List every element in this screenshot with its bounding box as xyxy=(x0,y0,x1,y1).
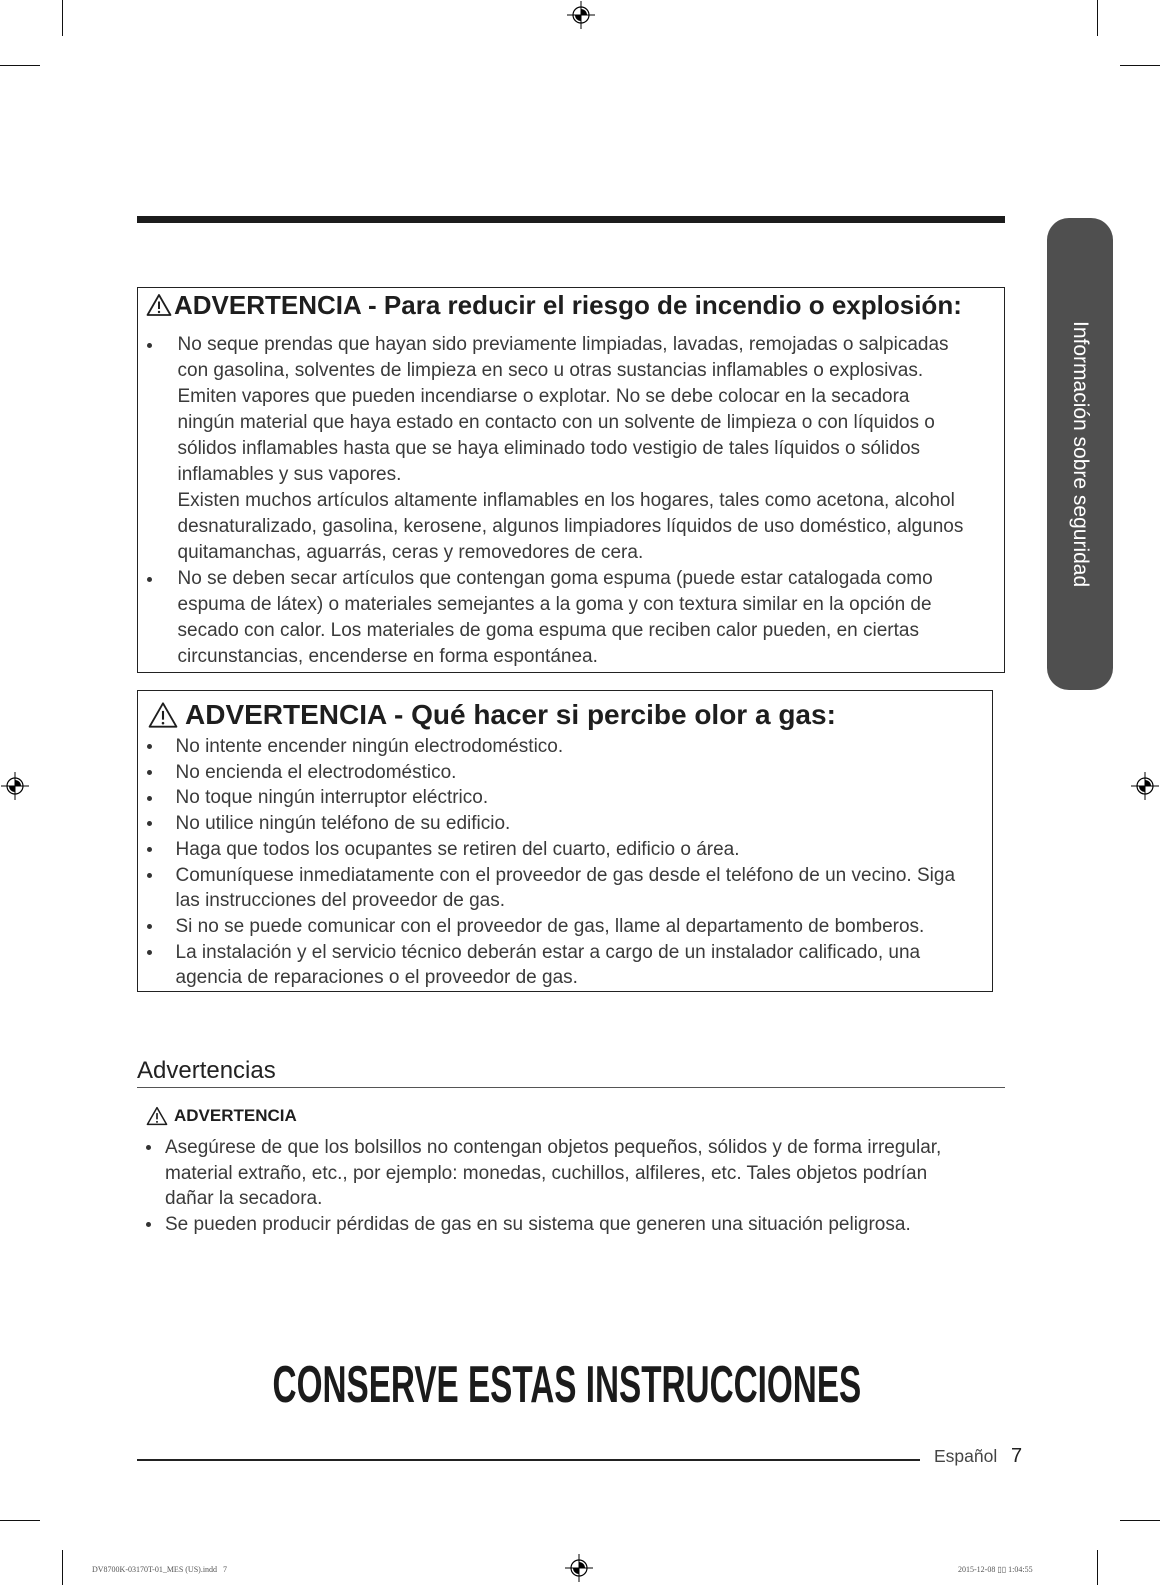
footer-rule xyxy=(137,1459,920,1461)
gas-warning-box xyxy=(137,690,993,992)
gas-warning-title: ADVERTENCIA - Qué hacer si percibe olor a gas: xyxy=(185,699,836,730)
text-line: Emiten vapores que pueden incendiarse o explotar. No se debe colocar en la secadora xyxy=(177,386,910,407)
list-item xyxy=(138,332,1004,566)
text-line: La instalación y el servicio técnico deberán estar a cargo de un instalador calificado, una xyxy=(175,941,921,963)
text-line: quitamanchas, aguarrás, ceras y removedores de cera. xyxy=(177,542,644,563)
crop-mark-top-left-horizontal xyxy=(0,65,40,66)
bullet-marker xyxy=(147,821,152,826)
section-top-rule xyxy=(137,216,1005,223)
text-line: con gasolina, solventes de limpieza en seco u otras sustancias inflamables o explosivas. xyxy=(177,360,924,381)
warning-icon xyxy=(147,701,179,729)
text-line: No intente encender ningún electrodoméstico. xyxy=(175,736,564,757)
text-line: No encienda el electrodoméstico. xyxy=(175,761,457,783)
bullet-marker xyxy=(147,950,152,955)
bullet-marker xyxy=(147,770,152,775)
page-number: 7 xyxy=(1011,1445,1023,1467)
registration-mark-icon xyxy=(564,1553,594,1583)
bullet-marker xyxy=(146,1222,151,1227)
side-tab-label: Información sobre seguridad xyxy=(1069,320,1092,588)
paragraph xyxy=(178,566,1005,670)
warning-icon xyxy=(146,293,172,317)
bullet-marker xyxy=(147,873,152,878)
list-item xyxy=(138,760,992,786)
fire-warning-title: ADVERTENCIA - Para reducir el riesgo de incendio o explosión: xyxy=(174,289,962,320)
gas-warning-header xyxy=(138,691,992,733)
crop-mark-bottom-left-vertical xyxy=(62,1550,63,1585)
text-line: circunstancias, encenderse en forma espontánea. xyxy=(177,646,598,667)
gas-warning-list xyxy=(138,734,992,991)
closing-banner-text: CONSERVE ESTAS INSTRUCCIONES xyxy=(272,1356,862,1414)
bullet-marker xyxy=(147,796,152,801)
print-slug-timestamp: 2015-12-08 ▯▯ 1:04:55 xyxy=(958,1565,1033,1574)
section-heading: Advertencias xyxy=(137,1057,276,1084)
bullet-marker xyxy=(147,343,152,348)
text-line: No seque prendas que hayan sido previamente limpiadas, lavadas, remojadas o salpicadas xyxy=(177,334,949,355)
registration-mark-icon xyxy=(566,0,596,30)
text-line: agencia de reparaciones o el proveedor de gas. xyxy=(175,967,578,989)
fire-warning-list xyxy=(138,332,1004,670)
text-line: Comuníquese inmediatamente con el proveedor de gas desde el teléfono de un vecino. Siga xyxy=(175,864,956,886)
list-item xyxy=(138,811,992,837)
bullet-marker xyxy=(147,847,152,852)
advertencias-list xyxy=(137,1135,941,1237)
footer-language: Español xyxy=(934,1446,998,1466)
list-item xyxy=(138,837,992,863)
list-item xyxy=(137,1135,941,1212)
registration-mark-icon xyxy=(0,771,30,801)
section-heading-rule xyxy=(137,1087,1005,1088)
text-line: Haga que todos los ocupantes se retiren del cuarto, edificio o área. xyxy=(175,838,740,860)
crop-mark-top-right-horizontal xyxy=(1120,65,1160,66)
list-item xyxy=(138,785,992,811)
text-line: espuma de látex) o materiales semejantes a la goma y con textura similar en la opción de xyxy=(177,594,932,615)
print-slug-file: DV8700K-03170T-01_MES (US).indd 7 xyxy=(92,1565,228,1574)
text-line: las instrucciones del proveedor de gas. xyxy=(175,890,506,912)
text-line: secado con calor. Los materiales de goma espuma que reciben calor pueden, en ciertas xyxy=(177,620,919,641)
list-item xyxy=(138,566,1004,670)
list-item xyxy=(138,914,992,940)
bullet-marker xyxy=(147,577,152,582)
text-line: No utilice ningún teléfono de su edificio. xyxy=(175,813,511,835)
text-line: Existen muchos artículos altamente inflamables en los hogares, tales como acetona, alcohol xyxy=(177,490,955,511)
warning-icon xyxy=(146,1106,168,1126)
text-line: desnaturalizado, gasolina, kerosene, algunos limpiadores líquidos de uso doméstico, algunos xyxy=(177,516,964,537)
text-line: Si no se puede comunicar con el proveedor de gas, llame al departamento de bomberos. xyxy=(175,915,925,937)
fire-warning-box xyxy=(137,287,1005,673)
paragraph xyxy=(178,332,1005,488)
warning-label-row xyxy=(146,1103,297,1129)
closing-banner xyxy=(0,1357,1134,1426)
text-line: dañar la secadora. xyxy=(165,1188,323,1209)
text-line: material extraño, etc., por ejemplo: monedas, cuchillos, alfileres, etc. Tales objetos podrían xyxy=(165,1162,928,1184)
text-line: Se pueden producir pérdidas de gas en su sistema que generen una situación peligrosa. xyxy=(165,1213,911,1235)
crop-mark-bottom-right-horizontal xyxy=(1120,1520,1160,1521)
section-side-tab xyxy=(1047,218,1113,690)
text-line: ningún material que haya estado en contacto con un solvente de limpieza o con líquidos o xyxy=(177,412,935,433)
warning-label: ADVERTENCIA xyxy=(174,1106,297,1125)
text-line: sólidos inflamables hasta que se haya eliminado todo vestigio de tales líquidos o sólidos xyxy=(177,438,921,459)
crop-mark-bottom-left-horizontal xyxy=(0,1520,40,1521)
text-line: No toque ningún interruptor eléctrico. xyxy=(175,787,489,809)
crop-mark-top-right-vertical xyxy=(1097,0,1098,36)
registration-mark-icon xyxy=(1130,771,1160,801)
bullet-marker xyxy=(147,924,152,929)
crop-mark-bottom-right-vertical xyxy=(1097,1550,1098,1585)
bullet-marker xyxy=(147,744,152,749)
list-item xyxy=(138,863,992,914)
fire-warning-header xyxy=(138,288,1004,322)
paragraph xyxy=(178,488,1005,566)
text-line: No se deben secar artículos que contengan goma espuma (puede estar catalogada como xyxy=(177,568,933,589)
list-item xyxy=(138,734,992,760)
list-item xyxy=(137,1212,941,1238)
list-item xyxy=(138,940,992,991)
crop-mark-top-left-vertical xyxy=(62,0,63,36)
text-line: Asegúrese de que los bolsillos no contengan objetos pequeños, sólidos y de forma irregular, xyxy=(165,1137,942,1158)
text-line: inflamables y sus vapores. xyxy=(177,464,402,485)
bullet-marker xyxy=(146,1145,151,1150)
